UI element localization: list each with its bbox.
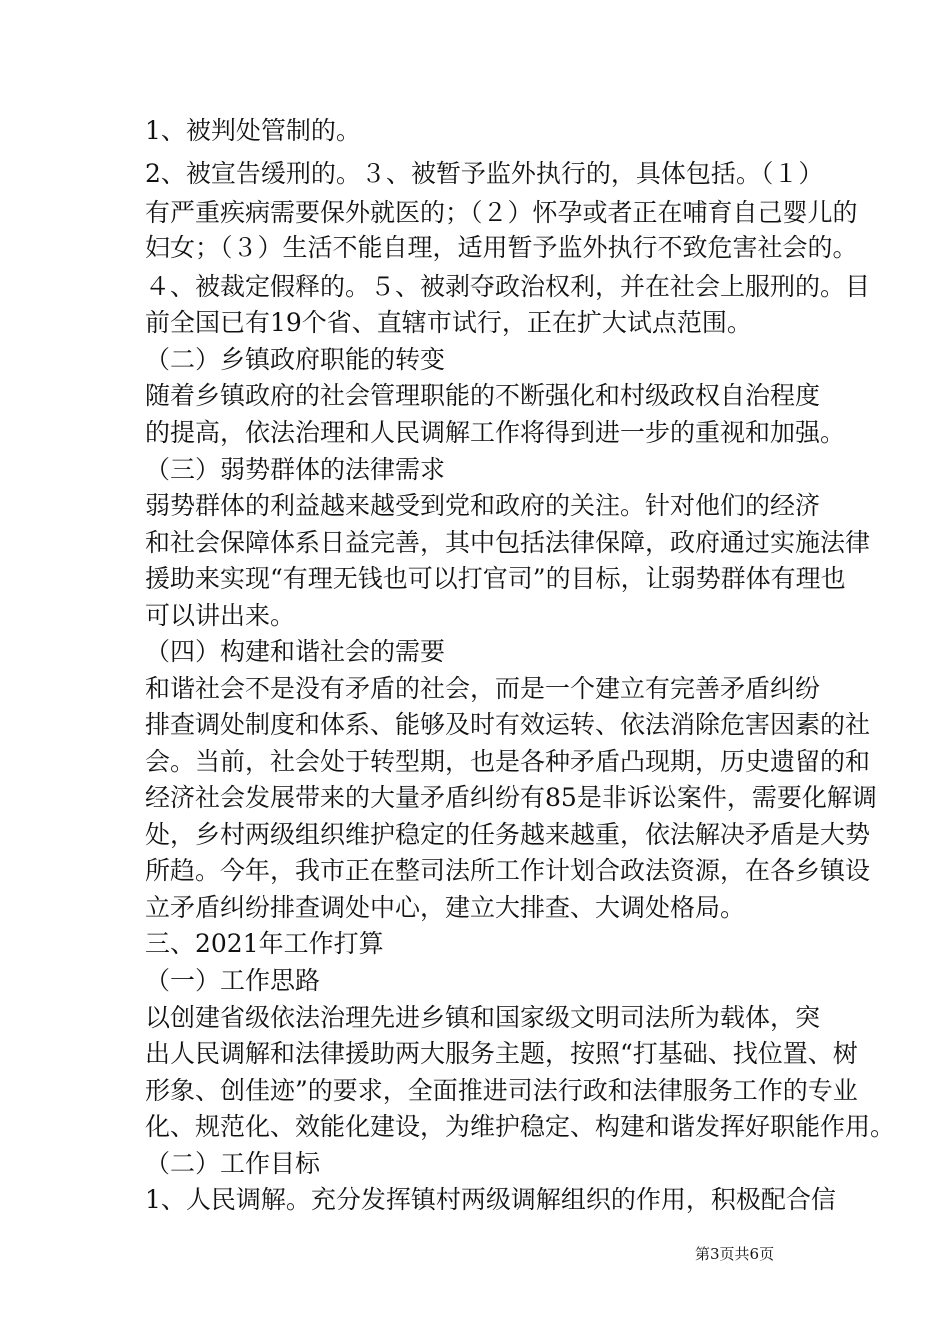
text-line: 以创建省级依法治理先进乡镇和国家级文明司法所为载体，突 xyxy=(145,1003,821,1032)
text-line: 随着乡镇政府的社会管理职能的不断强化和村级政权自治程度 xyxy=(145,381,821,410)
text-line: ４、被裁定假释的。５、被剥夺政治权利，并在社会上服刑的。目 xyxy=(145,272,871,301)
text-line: 1、人民调解。充分发挥镇村两级调解组织的作用，积极配合信 xyxy=(145,1185,836,1214)
text-line: 弱势群体的利益越来越受到党和政府的关注。针对他们的经济 xyxy=(145,491,821,520)
text-line: 出人民调解和法律援助两大服务主题，按照“打基础、找位置、树 xyxy=(145,1039,858,1068)
text-line: 2、被宣告缓刑的。３、被暂予监外执行的，具体包括。（１） xyxy=(145,159,824,188)
section-heading: （一）工作思路 xyxy=(145,966,321,995)
page-number: 第3页共6页 xyxy=(695,1245,775,1263)
text-line: 处，乡村两级组织维护稳定的任务越来越重，依法解决矛盾是大势 xyxy=(145,820,871,849)
text-line: 的提高，依法治理和人民调解工作将得到进一步的重视和加强。 xyxy=(145,418,846,447)
text-line: 可以讲出来。 xyxy=(145,601,296,630)
text-line: 排查调处制度和体系、能够及时有效运转、依法消除危害因素的社 xyxy=(145,710,871,739)
section-heading: （三）弱势群体的法律需求 xyxy=(145,455,446,484)
text-line: 和社会保障体系日益完善，其中包括法律保障，政府通过实施法律 xyxy=(145,528,871,557)
text-line: 所趋。今年，我市正在整司法所工作计划合政法资源，在各乡镇设 xyxy=(145,856,871,885)
section-heading: （四）构建和谐社会的需要 xyxy=(145,637,446,666)
text-line: 会。当前，社会处于转型期，也是各种矛盾凸现期，历史遗留的和 xyxy=(145,747,871,776)
text-line: 经济社会发展带来的大量矛盾纠纷有85是非诉讼案件，需要化解调 xyxy=(145,783,877,812)
text-line: 立矛盾纠纷排查调处中心，建立大排查、大调处格局。 xyxy=(145,893,746,922)
text-line: 援助来实现“有理无钱也可以打官司”的目标，让弱势群体有理也 xyxy=(145,564,846,593)
text-line: 1、被判处管制的。 xyxy=(145,116,361,145)
text-line: 化、规范化、效能化建设，为维护稳定、构建和谐发挥好职能作用。 xyxy=(145,1112,896,1141)
text-line: 前全国已有19个省、直辖市试行，正在扩大试点范围。 xyxy=(145,308,752,337)
text-line: 形象、创佳迹”的要求，全面推进司法行政和法律服务工作的专业 xyxy=(145,1076,858,1105)
section-heading: 三、2021年工作打算 xyxy=(145,929,384,958)
section-heading: （二）工作目标 xyxy=(145,1149,321,1178)
section-heading: （二）乡镇政府职能的转变 xyxy=(145,345,446,374)
text-line: 和谐社会不是没有矛盾的社会，而是一个建立有完善矛盾纠纷 xyxy=(145,674,821,703)
text-line: 妇女；（３）生活不能自理，适用暂予监外执行不致危害社会的。 xyxy=(145,233,858,262)
text-line: 有严重疾病需要保外就医的；（２）怀孕或者正在哺育自己婴儿的 xyxy=(145,198,858,227)
